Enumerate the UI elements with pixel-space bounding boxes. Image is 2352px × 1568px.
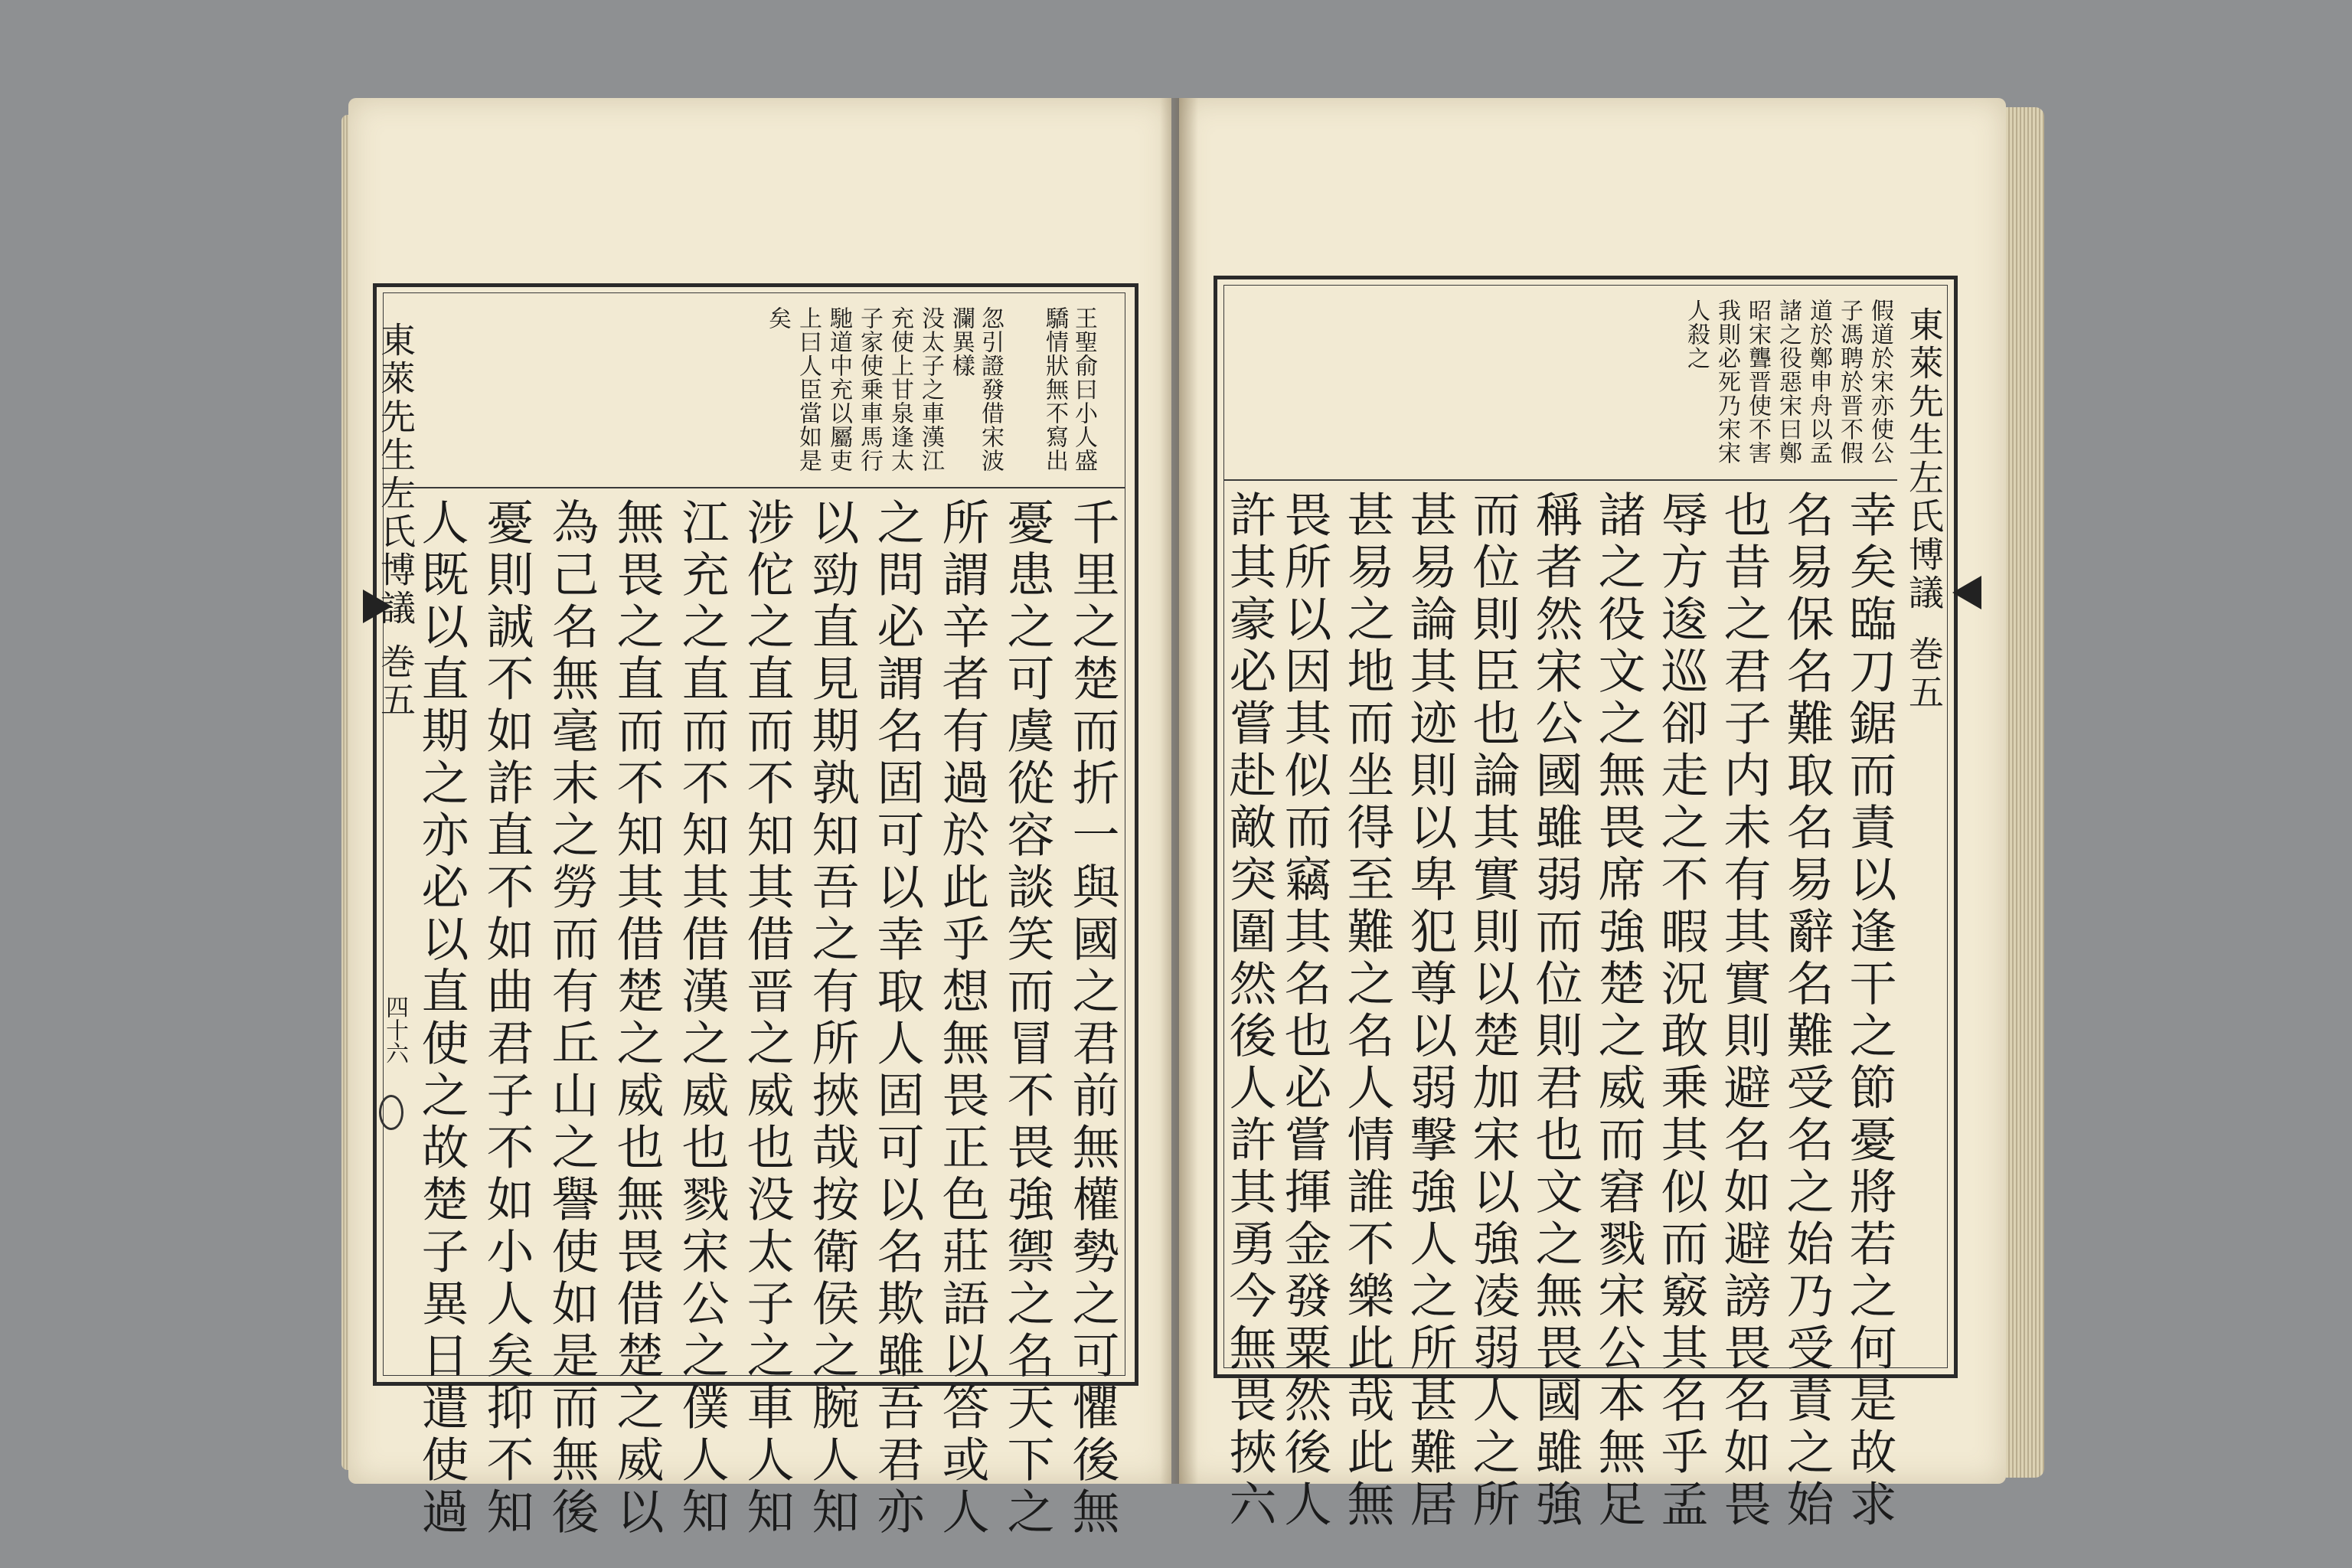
left-text-column: 之問必謂名固可以幸取人固可以名欺雖吾君亦 <box>869 498 925 1539</box>
left-note-line: 没太子之車漢江 <box>917 306 944 472</box>
left-note-line: 上曰人臣當如是 <box>795 306 822 472</box>
right-note-line: 人殺之 <box>1683 299 1710 370</box>
left-fish-tail-marker <box>363 590 392 623</box>
right-note-line: 昭宋聾晋使不害 <box>1744 299 1771 465</box>
right-text-column: 而位則臣也論其實則以楚加宋以強凌弱人之所 <box>1465 490 1521 1531</box>
left-text-column: 人既以直期之亦必以直使之故楚子異日遣使過 <box>413 498 469 1539</box>
right-text-column: 幸矣臨刀鋸而責以逢干之節憂將若之何是故求 <box>1841 490 1897 1531</box>
left-note-divider <box>383 487 1125 488</box>
right-fish-tail-marker <box>1952 576 1981 609</box>
right-volume-label: 巻五 <box>1903 635 1945 712</box>
right-note-line: 道於鄭申舟以孟 <box>1805 299 1832 465</box>
right-margin-title: 東萊先生左氏博議 <box>1903 306 1945 612</box>
left-note-line: 馳道中充以屬吏 <box>825 306 852 472</box>
left-folio-number: 四十六 <box>381 995 408 1064</box>
left-text-column: 憂患之可虞從容談笑而冒不畏強禦之名天下之 <box>999 498 1055 1539</box>
right-text-column: 也昔之君子内未有其實則避名如避謗畏名如畏 <box>1716 490 1772 1531</box>
right-text-column: 辱方逡巡卻走之不暇況敢乗其似而竅其名乎孟 <box>1653 490 1709 1531</box>
right-text-column: 畏所以因其似而竊其名也必嘗揮金發粟然後人 <box>1276 490 1332 1531</box>
right-note-line: 我則必死乃宋宋 <box>1713 299 1740 465</box>
right-text-column: 名易保名難取名易辭名難受名之始乃受責之始 <box>1779 490 1834 1531</box>
right-note-line: 諸之役惡宋曰鄭 <box>1775 299 1802 465</box>
right-text-column: 甚易之地而坐得至難之名人情誰不樂此哉此無 <box>1339 490 1395 1531</box>
left-text-column: 涉佗之直而不知其借晋之威也没太子之車人知 <box>739 498 795 1539</box>
left-note-line: 子家使乗車馬行 <box>856 306 883 472</box>
left-text-column: 千里之楚而折一與國之君前無權勢之可懼後無 <box>1064 498 1120 1539</box>
left-text-column: 江充之直而不知其借漢之威也戮宋公之僕人知 <box>674 498 730 1539</box>
right-note-line: 子馮聘於晋不假 <box>1836 299 1863 465</box>
right-text-column: 許其豪必嘗赴敵突圍然後人許其勇今無畏挾六 <box>1221 490 1277 1531</box>
left-note-line: 矣 <box>764 306 791 330</box>
book-gutter <box>1160 98 1198 1484</box>
left-note-line: 忽引證發借宋波 <box>977 306 1004 472</box>
left-margin-title: 東萊先生左氏博議 <box>375 322 416 628</box>
right-text-column: 甚易論其迹則以卑犯尊以弱撃強人之所甚難居 <box>1402 490 1458 1531</box>
left-note-line: 王聖俞曰小人盛 <box>1070 306 1097 472</box>
right-note-line: 假道於宋亦使公 <box>1867 299 1893 465</box>
left-note-line: 驕情狀無不寫出 <box>1041 306 1068 472</box>
right-text-column: 諸之役文之無畏席強楚之威而窘戮宋公本無足 <box>1590 490 1646 1531</box>
left-text-column: 以勁直見期孰知吾之有所挾哉按衛侯之腕人知 <box>804 498 860 1539</box>
left-text-column: 為己名無毫末之勞而有丘山之譽使如是而無後 <box>544 498 599 1539</box>
left-text-column: 憂則誠不如詐直不如曲君子不如小人矣抑不知 <box>479 498 534 1539</box>
left-text-column: 無畏之直而不知其借楚之威也無畏借楚之威以 <box>609 498 665 1539</box>
right-text-column: 稱者然宋公國雖弱而位則君也文之無畏國雖強 <box>1527 490 1583 1531</box>
left-text-column: 所謂辛者有過於此乎想無畏正色莊語以答或人 <box>934 498 990 1539</box>
left-note-line: 充使上甘泉逢太 <box>887 306 913 472</box>
left-note-line: 瀾異樣 <box>948 306 975 377</box>
left-fish-tail-bottom <box>379 1095 403 1130</box>
left-volume-label: 巻五 <box>375 643 416 720</box>
